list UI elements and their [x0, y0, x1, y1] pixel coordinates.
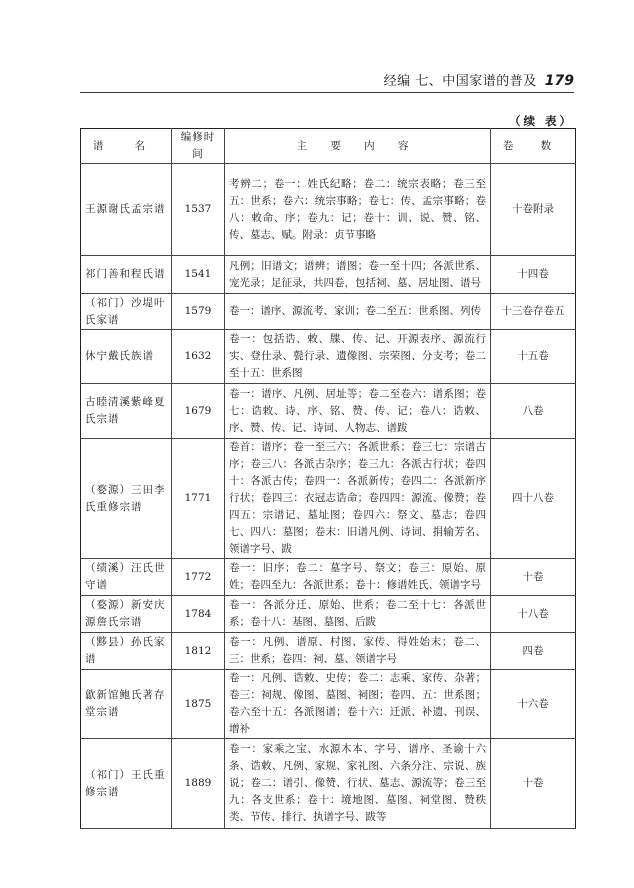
cell-year: 1541	[172, 256, 225, 294]
column-header-content: 主 要 内 容	[225, 129, 491, 164]
cell-volumes: 十卷	[491, 739, 576, 829]
column-header-year: 编修时间	[172, 129, 225, 164]
table-row	[81, 559, 576, 596]
cell-content: 凡例；旧谱文；谱辨；谱图；卷一至十四；各派世系、宠光录；足征录，共四卷，包括祠、墓、居址图、谱号	[225, 256, 491, 294]
cell-name: 歙新馆鲍氏著存堂宗谱	[81, 670, 172, 739]
cell-name: （黟县）孙氏家谱	[81, 633, 172, 670]
cell-year: 1579	[172, 294, 225, 330]
running-head-title: 经编 七、中国家谱的普及	[383, 74, 537, 89]
cell-year: 1812	[172, 633, 225, 670]
cell-volumes: 十四卷	[491, 256, 576, 294]
cell-volumes: 十八卷	[491, 596, 576, 633]
cell-name: （婺源）新安庆源詹氏宗谱	[81, 596, 172, 633]
table-row	[81, 670, 576, 739]
column-header-name: 谱 名	[81, 129, 172, 164]
table-row	[81, 596, 576, 633]
cell-year: 1889	[172, 739, 225, 829]
cell-volumes: 十卷	[491, 559, 576, 596]
cell-year: 1784	[172, 596, 225, 633]
cell-name: （祁门）沙堤叶氏家谱	[81, 294, 172, 330]
cell-content: 卷一：凡例、诰敕、史传；卷二：志乘、家传、杂著；卷三：祠规、像图、墓图、祠图；卷四、五：世系图；卷六至十五：各派图谱；卷十六：迁派、补遗、刊误、增补	[225, 670, 491, 739]
cell-name: （绩溪）汪氏世守谱	[81, 559, 172, 596]
continuation-label: （续 表）	[508, 114, 574, 128]
cell-year: 1679	[172, 384, 225, 439]
table-row	[81, 633, 576, 670]
cell-volumes: 十三卷存卷五	[491, 294, 576, 330]
cell-content: 卷首：谱序；卷一至三六：各派世系；卷三七：宗谱古序；卷三八：各派古杂序；卷三九：各派古行状；卷四十：各派古传；卷四一：各派新传；卷四二：各派新序行状；卷四三：衣冠志诰命；卷四四：源流、像赞；卷四五：宗谱记、墓址图；卷四六：祭文、墓志；卷四七、四八：墓图；卷末：旧谱凡例、诗词、捐输芳名、领谱字号、跋	[225, 439, 491, 559]
table-row	[81, 330, 576, 384]
table-row	[81, 439, 576, 559]
cell-volumes: 四十八卷	[491, 439, 576, 559]
cell-year: 1772	[172, 559, 225, 596]
cell-year: 1632	[172, 330, 225, 384]
cell-content: 卷一：谱序、源流考、家训；卷二至五：世系图、列传	[225, 294, 491, 330]
cell-content: 卷一：包括诰、敕、牒、传、记、开源表序、源流行实、登仕录、甏行录、遗像图、宗荣图、分支考；卷二至十五：世系图	[225, 330, 491, 384]
cell-content: 考辨二；卷一：姓氏纪略；卷二：统宗表略；卷三至五：世系；卷六：统宗事略；卷七：传、孟宗事略；卷八：敕命、序；卷九：记；卷十：训、说、赞、铭、传、墓志、赋。附录：贞节事略	[225, 164, 491, 256]
table-row	[81, 294, 576, 330]
table-header-row	[81, 129, 576, 164]
cell-content: 卷一：各派分迁、原始、世系；卷二至十七：各派世系；卷十八：基图、墓图、后跋	[225, 596, 491, 633]
cell-year: 1875	[172, 670, 225, 739]
cell-name: 王源谢氏孟宗谱	[81, 164, 172, 256]
cell-name: 休宁戴氏族谱	[81, 330, 172, 384]
cell-volumes: 十卷附录	[491, 164, 576, 256]
genealogy-table	[80, 128, 576, 829]
table-row	[81, 256, 576, 294]
column-header-volumes: 卷 数	[491, 129, 576, 164]
table-row	[81, 384, 576, 439]
table-row	[81, 739, 576, 829]
table-row	[81, 164, 576, 256]
cell-content: 卷一：家乘之宝、水源木本、字号、谱序、圣谕十六条、诰敕、凡例、家规、家礼图、六条分注、宗说、族说；卷二：谱引、像赞、行状、墓志、源流等；卷三至九：各支世系；卷十：境地图、墓图、祠堂图、赞秩类、节传、排行、执谱字号、跋等	[225, 739, 491, 829]
page-number: 179	[544, 73, 574, 89]
cell-name: （祁门）王氏重修宗谱	[81, 739, 172, 829]
running-header	[80, 70, 574, 89]
header-rule	[80, 92, 574, 93]
cell-volumes: 八卷	[491, 384, 576, 439]
cell-year: 1537	[172, 164, 225, 256]
cell-name: （婺源）三田李氏重修宗谱	[81, 439, 172, 559]
cell-name: 祁门善和程氏谱	[81, 256, 172, 294]
cell-content: 卷一：谱序、凡例、居址等；卷二至卷六：谱系图；卷七：诰敕、诗、序、铭、赞、传、记；卷八：诰敕、序、赞、传、记、诗词、人物志、谱跋	[225, 384, 491, 439]
cell-year: 1771	[172, 439, 225, 559]
cell-volumes: 十六卷	[491, 670, 576, 739]
cell-content: 卷一：旧序；卷二：墓字号、祭文；卷三：原始、原姓；卷四至九：各派世系；卷十：修谱姓氏、领谱字号	[225, 559, 491, 596]
cell-name: 古睦清溪紫峰夏氏宗谱	[81, 384, 172, 439]
cell-volumes: 四卷	[491, 633, 576, 670]
cell-content: 卷一：凡例、谱原、村图、家传、得姓始末；卷二、三：世系；卷四：祠、墓、领谱字号	[225, 633, 491, 670]
cell-volumes: 十五卷	[491, 330, 576, 384]
